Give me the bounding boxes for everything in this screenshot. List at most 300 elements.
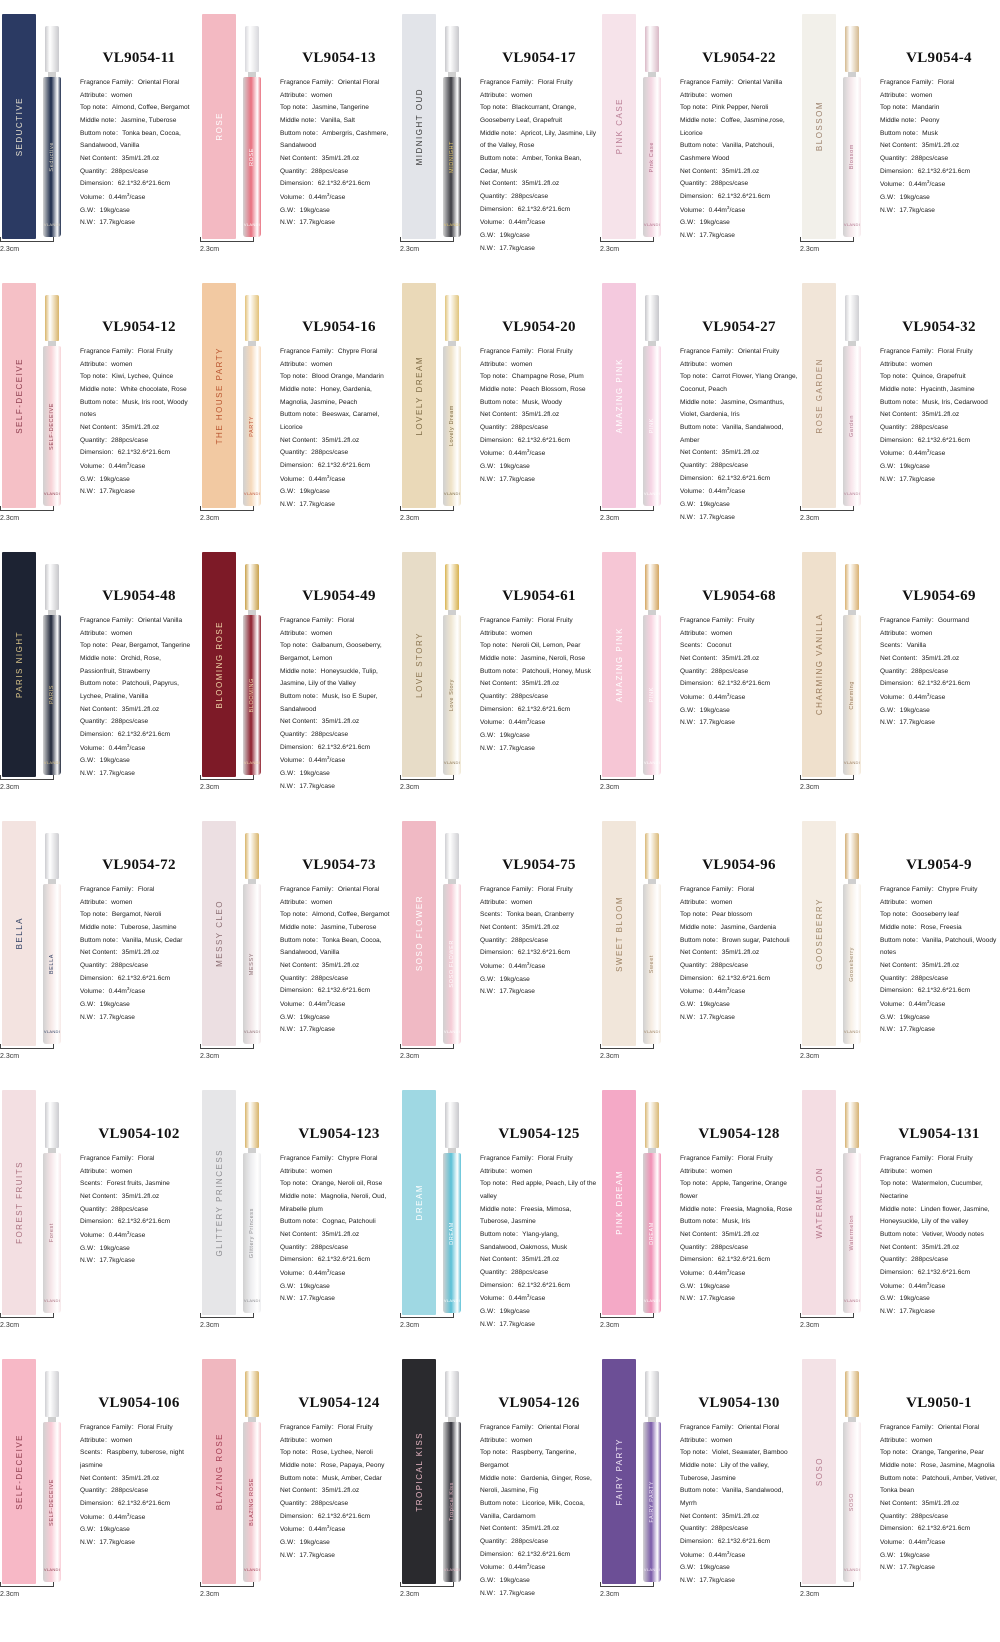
dimension-tick xyxy=(200,1313,254,1318)
product-image xyxy=(400,277,474,522)
dimension-label: 2.3cm xyxy=(400,246,420,253)
spec-attribute: Attribute：women xyxy=(480,1167,533,1175)
product-cell xyxy=(0,269,200,538)
bottle-cap xyxy=(245,1102,259,1148)
bottle-label: MESSY xyxy=(249,952,255,976)
product-cell xyxy=(400,1076,600,1345)
bottle-brand: VLANDI xyxy=(843,222,861,227)
bottle-cap xyxy=(45,1102,59,1148)
spec-scents: Scents：Tonka bean, Cranberry xyxy=(480,911,574,919)
product-info xyxy=(80,277,198,499)
spec-attribute: Attribute：women xyxy=(880,1436,933,1444)
dimension-tick xyxy=(600,237,654,242)
spec-volume: Volume：$0.44m^3$/case xyxy=(80,191,146,202)
package-box-label: BLOOMING ROSE xyxy=(214,620,224,709)
package-box xyxy=(402,14,436,239)
product-code: VL9054-4 xyxy=(906,50,972,66)
spec-dimension: Dimension：62.1*32.6*21.6cm xyxy=(680,1256,771,1264)
roller-bottle xyxy=(642,1102,662,1317)
product-image xyxy=(0,1084,74,1329)
bottle-label: Watermelon xyxy=(849,1215,855,1251)
product-code: VL9054-9 xyxy=(906,857,972,873)
product-info xyxy=(80,1353,198,1550)
spec-attribute: Attribute：women xyxy=(280,898,333,906)
spec-net-weight: N.W：17.7kg/case xyxy=(480,744,535,752)
spec-top-note: Top note：Gooseberry leaf xyxy=(880,911,959,919)
product-cell xyxy=(800,269,1000,538)
spec-net-weight: N.W：17.7kg/case xyxy=(280,1026,335,1034)
spec-fragrance-family: Fragrance Family：Chypre Fruity xyxy=(880,886,978,893)
product-image xyxy=(600,8,674,253)
spec-quantity: Quantity：288pcs/case xyxy=(880,1256,949,1264)
bottle-body xyxy=(843,1422,861,1582)
product-info xyxy=(80,815,198,1024)
roller-bottle xyxy=(42,295,62,510)
spec-volume: Volume：$0.44m^3$/case xyxy=(280,1267,346,1278)
bottle-cap xyxy=(245,295,259,341)
product-specs xyxy=(880,1153,998,1319)
spec-net-weight: N.W：17.7kg/case xyxy=(280,219,335,227)
dimension-tick xyxy=(400,775,454,780)
product-code: VL9054-16 xyxy=(302,319,376,335)
product-image xyxy=(400,8,474,253)
bottle-body xyxy=(843,1153,861,1313)
package-box-label: AMAZING PINK xyxy=(614,357,624,434)
roller-bottle xyxy=(642,26,662,241)
spec-gross-weight: G.W：19kg/case xyxy=(880,1295,930,1303)
roller-bottle xyxy=(242,1102,262,1317)
product-image xyxy=(200,1353,274,1598)
spec-fragrance-family: Fragrance Family：Oriental Floral xyxy=(80,79,180,86)
product-image xyxy=(200,1084,274,1329)
product-code: VL9054-124 xyxy=(298,1395,380,1411)
dimension-label: 2.3cm xyxy=(0,1053,20,1060)
bottle-body xyxy=(643,77,661,237)
bottle-brand: VLANDI xyxy=(43,491,61,496)
spec-quantity: Quantity：288pcs/case xyxy=(880,974,949,982)
product-code: VL9054-130 xyxy=(698,1395,780,1411)
bottle-body xyxy=(43,615,61,775)
spec-volume: Volume：$0.44m^3$/case xyxy=(280,473,346,483)
bottle-cap xyxy=(845,564,859,610)
spec-top-note: Top note：Mandarin xyxy=(880,104,940,112)
bottle-brand: VLANDI xyxy=(443,1298,461,1303)
product-specs xyxy=(680,1153,798,1306)
dimension-tick xyxy=(600,1044,654,1049)
product-image xyxy=(600,1084,674,1329)
spec-buttom-note: Buttom note：Ylang-ylang, Sandalwood, Oakmoss, Musk xyxy=(480,1230,568,1251)
spec-buttom-note: Buttom note：Tonka Bean, Cocoa, Sandalwood, Vanilla xyxy=(280,936,382,957)
bottle-label: SELF-DECEIVE xyxy=(49,1478,55,1526)
spec-net-weight: N.W：17.7kg/case xyxy=(80,1013,135,1021)
package-box-label: LOVELY DREAM xyxy=(414,355,424,436)
product-specs xyxy=(880,346,998,486)
spec-volume: Volume：$0.44m^3$/case xyxy=(280,755,346,765)
spec-net-weight: N.W：17.7kg/case xyxy=(80,219,135,227)
package-box-label: SOSO FLOWER xyxy=(414,895,424,972)
product-code: VL9054-12 xyxy=(102,319,176,335)
dimension-tick xyxy=(600,1582,654,1587)
product-info xyxy=(680,815,798,1024)
product-cell xyxy=(200,807,400,1076)
package-box-label: AMAZING PINK xyxy=(614,626,624,703)
spec-quantity: Quantity：288pcs/case xyxy=(280,1243,349,1251)
spec-net-content: Net Content：35ml/1.2fl.oz xyxy=(480,680,560,688)
spec-gross-weight: G.W：19kg/case xyxy=(880,463,930,471)
spec-net-content: Net Content：35ml/1.2fl.oz xyxy=(80,949,160,957)
spec-buttom-note: Buttom note：Licorice, Milk, Cocoa, Vanilla, Cardamom xyxy=(480,1499,585,1520)
roller-bottle xyxy=(442,26,462,241)
product-cell xyxy=(800,0,1000,269)
bottle-brand: VLANDI xyxy=(443,491,461,496)
bottle-cap xyxy=(445,1371,459,1417)
spec-top-note: Top note：Bergamot, Neroli xyxy=(80,911,162,919)
spec-attribute: Attribute：women xyxy=(80,91,133,99)
package-box xyxy=(802,821,836,1046)
spec-volume: Volume：$0.44m^3$/case xyxy=(480,717,546,727)
bottle-body xyxy=(243,884,261,1044)
dimension-tick xyxy=(800,506,854,511)
spec-quantity: Quantity：288pcs/case xyxy=(280,449,349,457)
product-image xyxy=(0,8,74,253)
roller-bottle xyxy=(42,564,62,779)
product-specs xyxy=(880,615,998,730)
bottle-cap xyxy=(845,1102,859,1148)
dimension-label: 2.3cm xyxy=(0,515,20,522)
spec-fragrance-family: Fragrance Family：Oriental Vanilla xyxy=(80,617,183,624)
spec-net-weight: N.W：17.7kg/case xyxy=(680,232,735,240)
spec-attribute: Attribute：women xyxy=(880,1167,933,1175)
product-image xyxy=(200,815,274,1060)
spec-volume: Volume：$0.44m^3$/case xyxy=(880,1280,946,1290)
product-row xyxy=(0,807,1000,1076)
product-code: VL9054-17 xyxy=(502,50,576,66)
product-cell xyxy=(400,807,600,1076)
product-cell xyxy=(600,1345,800,1614)
package-box-label: PINK DREAM xyxy=(614,1170,624,1235)
spec-middle-note: Middle note：Jasmine, Gardenia xyxy=(680,923,777,931)
spec-quantity: Quantity：288pcs/case xyxy=(680,180,749,188)
roller-bottle xyxy=(842,833,862,1048)
spec-attribute: Attribute：women xyxy=(280,91,333,99)
bottle-label: BLAZING ROSE xyxy=(249,1478,255,1526)
product-cell xyxy=(800,1345,1000,1614)
product-info xyxy=(880,1353,998,1575)
spec-gross-weight: G.W：19kg/case xyxy=(480,732,530,740)
spec-volume: Volume：$0.44m^3$/case xyxy=(280,1524,346,1534)
roller-bottle xyxy=(842,295,862,510)
spec-fragrance-family: Fragrance Family：Chypre Floral xyxy=(280,1155,378,1162)
dimension-label: 2.3cm xyxy=(600,1053,620,1060)
bottle-label: MIDNIGHT xyxy=(449,141,455,173)
product-cell xyxy=(400,1345,600,1614)
spec-dimension: Dimension：62.1*32.6*21.6cm xyxy=(880,1268,971,1276)
product-image xyxy=(600,277,674,522)
product-cell xyxy=(0,807,200,1076)
dimension-label: 2.3cm xyxy=(0,1322,20,1329)
package-box-label: ROSE xyxy=(214,112,224,141)
bottle-body xyxy=(43,1422,61,1582)
roller-bottle xyxy=(242,1371,262,1586)
spec-quantity: Quantity：288pcs/case xyxy=(280,1499,349,1507)
spec-net-content: Net Content：35ml/1.2fl.oz xyxy=(680,1230,760,1238)
bottle-label: Garden xyxy=(849,415,855,437)
spec-gross-weight: G.W：19kg/case xyxy=(80,206,130,214)
spec-middle-note: Middle note：Jasmine, Neroli, Rose xyxy=(480,654,586,662)
bottle-label: Blossom xyxy=(849,144,855,170)
dimension-label: 2.3cm xyxy=(400,515,420,522)
package-box xyxy=(402,283,436,508)
product-image xyxy=(800,815,874,1060)
product-image xyxy=(400,815,474,1060)
package-box-label: BELLA xyxy=(14,917,24,950)
spec-gross-weight: G.W：19kg/case xyxy=(480,975,530,983)
spec-dimension: Dimension：62.1*32.6*21.6cm xyxy=(480,1550,571,1558)
product-cell xyxy=(600,269,800,538)
dimension-tick xyxy=(200,237,254,242)
package-box xyxy=(2,1090,36,1315)
spec-attribute: Attribute：women xyxy=(480,91,533,99)
spec-dimension: Dimension：62.1*32.6*21.6cm xyxy=(480,705,571,713)
spec-dimension: Dimension：62.1*32.6*21.6cm xyxy=(880,987,971,995)
package-box xyxy=(602,1090,636,1315)
package-box-label: BLAZING ROSE xyxy=(214,1432,224,1511)
bottle-brand: VLANDI xyxy=(43,1567,61,1572)
spec-top-note: Top note：Rose, Lychee, Neroli xyxy=(280,1449,373,1457)
spec-volume: Volume：$0.44m^3$/case xyxy=(480,960,546,971)
dimension-tick xyxy=(200,1582,254,1587)
bottle-body xyxy=(243,77,261,237)
spec-middle-note: Middle note：Jasmine, Osmanthus, Violet, Gardenia, Iris xyxy=(680,398,785,419)
product-code: VL9054-106 xyxy=(98,1395,180,1411)
bottle-cap xyxy=(45,295,59,341)
dimension-tick xyxy=(600,506,654,511)
package-box xyxy=(202,1090,236,1315)
bottle-body xyxy=(443,77,461,237)
dimension-tick xyxy=(200,1044,254,1049)
bottle-brand: VLANDI xyxy=(243,1298,261,1303)
product-code: VL9054-128 xyxy=(698,1126,780,1142)
spec-attribute: Attribute：women xyxy=(880,360,933,368)
spec-gross-weight: G.W：19kg/case xyxy=(480,1577,530,1585)
product-specs xyxy=(480,1422,598,1600)
spec-net-content: Net Content：35ml/1.2fl.oz xyxy=(680,1512,760,1520)
bottle-body xyxy=(843,346,861,506)
spec-middle-note: Middle note：Rose, Jasmine, Magnolia xyxy=(880,1461,995,1469)
dimension-label: 2.3cm xyxy=(0,784,20,791)
spec-scents: Scents：Raspberry, tuberose, night jasmine xyxy=(80,1449,184,1469)
spec-net-content: Net Content：35ml/1.2fl.oz xyxy=(280,436,360,444)
spec-top-note: Top note：Blood Orange, Mandarin xyxy=(280,373,384,381)
spec-fragrance-family: Fragrance Family：Oriental Floral xyxy=(680,1424,780,1431)
dimension-tick xyxy=(200,775,254,780)
bottle-cap xyxy=(845,295,859,341)
dimension-label: 2.3cm xyxy=(200,1591,220,1598)
spec-gross-weight: G.W：19kg/case xyxy=(80,1526,130,1534)
bottle-body xyxy=(843,77,861,237)
spec-fragrance-family: Fragrance Family：Oriental Floral xyxy=(280,886,380,893)
spec-dimension: Dimension：62.1*32.6*21.6cm xyxy=(880,680,971,688)
bottle-cap xyxy=(445,1102,459,1148)
roller-bottle xyxy=(42,1102,62,1317)
spec-net-weight: N.W：17.7kg/case xyxy=(680,1013,735,1021)
spec-gross-weight: G.W：19kg/case xyxy=(80,757,130,765)
product-code: VL9054-125 xyxy=(498,1126,580,1142)
spec-net-weight: N.W：17.7kg/case xyxy=(280,782,335,790)
package-box-label: PARIS NIGHT xyxy=(14,630,24,699)
spec-quantity: Quantity：288pcs/case xyxy=(680,667,749,675)
package-box xyxy=(602,283,636,508)
spec-buttom-note: Buttom note：Vetiver, Woody notes xyxy=(880,1230,984,1238)
product-cell xyxy=(400,538,600,807)
dimension-label: 2.3cm xyxy=(0,246,20,253)
spec-middle-note: Middle note：Hyacinth, Jasmine xyxy=(880,385,975,393)
bottle-body xyxy=(643,884,661,1044)
dimension-label: 2.3cm xyxy=(400,1053,420,1060)
bottle-body xyxy=(243,615,261,775)
dimension-tick xyxy=(400,506,454,511)
spec-top-note: Top note：Orange, Neroli oil, Rose xyxy=(280,1180,383,1188)
dimension-tick xyxy=(800,1044,854,1049)
spec-volume: Volume：$0.44m^3$/case xyxy=(80,742,146,752)
spec-net-weight: N.W：17.7kg/case xyxy=(880,1026,935,1034)
product-specs xyxy=(280,1422,398,1562)
spec-dimension: Dimension：62.1*32.6*21.6cm xyxy=(80,974,171,982)
product-specs xyxy=(80,884,198,1024)
product-info xyxy=(480,1353,598,1600)
package-box xyxy=(602,552,636,777)
spec-middle-note: Middle note：Honeysuckle, Tulip, Jasmine, Lily of the Valley xyxy=(280,667,378,688)
spec-dimension: Dimension：62.1*32.6*21.6cm xyxy=(280,743,371,751)
bottle-label: ROSE xyxy=(249,148,255,166)
spec-attribute: Attribute：women xyxy=(680,1167,733,1175)
bottle-label: Glittery Princess xyxy=(249,1207,255,1259)
spec-middle-note: Middle note：Peach Blossom, Rose xyxy=(480,385,586,393)
spec-volume: Volume：$0.44m^3$/case xyxy=(880,691,946,702)
spec-buttom-note: Buttom note：Vanilla, Patchouli, Woody notes xyxy=(880,936,997,957)
product-info xyxy=(80,1084,198,1268)
spec-middle-note: Middle note：Rose, Freesia xyxy=(880,923,962,931)
product-cell xyxy=(800,1076,1000,1345)
spec-net-content: Net Content：35ml/1.2fl.oz xyxy=(280,718,360,726)
dimension-label: 2.3cm xyxy=(400,1591,420,1598)
product-info xyxy=(280,277,398,512)
product-code: VL9054-123 xyxy=(298,1126,380,1142)
bottle-brand: VLANDI xyxy=(643,1029,661,1034)
spec-gross-weight: G.W：19kg/case xyxy=(880,706,930,714)
product-code: VL9054-131 xyxy=(898,1126,980,1142)
spec-gross-weight: G.W：19kg/case xyxy=(880,1013,930,1021)
spec-attribute: Attribute：women xyxy=(480,1436,533,1444)
bottle-brand: VLANDI xyxy=(643,491,661,496)
spec-dimension: Dimension：62.1*32.6*21.6cm xyxy=(280,1512,371,1520)
dimension-label: 2.3cm xyxy=(200,515,220,522)
spec-net-weight: N.W：17.7kg/case xyxy=(80,1539,135,1547)
bottle-brand: VLANDI xyxy=(643,222,661,227)
spec-attribute: Attribute：women xyxy=(280,1436,333,1444)
spec-top-note: Top note：Champagne Rose, Plum xyxy=(480,373,584,381)
product-image xyxy=(200,546,274,791)
product-info xyxy=(680,277,798,524)
spec-gross-weight: G.W：19kg/case xyxy=(880,194,930,202)
spec-dimension: Dimension：62.1*32.6*21.6cm xyxy=(480,1281,571,1289)
spec-top-note: Top note：Red apple, Peach, Lily of the valley xyxy=(480,1180,597,1200)
spec-fragrance-family: Fragrance Family：Oriental Vanilla xyxy=(680,79,783,86)
package-box-label: SEDUCTIVE xyxy=(14,96,24,157)
spec-top-note: Top note：Almond, Coffee, Bergamot xyxy=(80,104,190,112)
spec-net-weight: N.W：17.7kg/case xyxy=(480,988,535,996)
spec-gross-weight: G.W：19kg/case xyxy=(80,475,130,483)
spec-quantity: Quantity：288pcs/case xyxy=(880,667,949,675)
spec-quantity: Quantity：288pcs/case xyxy=(680,461,749,469)
dimension-label: 2.3cm xyxy=(200,1053,220,1060)
spec-middle-note: Middle note：Linden flower, Jasmine, Honeysuckle, Lily of the valley xyxy=(880,1205,990,1226)
spec-net-content: Net Content：35ml/1.2fl.oz xyxy=(80,1192,160,1200)
bottle-label: Charming xyxy=(849,680,855,710)
roller-bottle xyxy=(42,833,62,1048)
product-info xyxy=(80,546,198,781)
spec-quantity: Quantity：288pcs/case xyxy=(480,1537,549,1545)
dimension-label: 2.3cm xyxy=(600,246,620,253)
product-info xyxy=(80,8,198,230)
spec-net-weight: N.W：17.7kg/case xyxy=(680,1295,735,1303)
bottle-body xyxy=(43,1153,61,1313)
spec-middle-note: Middle note：Freesia, Magnolia, Rose xyxy=(680,1205,793,1213)
spec-scents: Scents：Vanilla xyxy=(880,642,927,650)
dimension-tick xyxy=(0,1582,54,1587)
spec-dimension: Dimension：62.1*32.6*21.6cm xyxy=(480,205,571,213)
bottle-brand: VLANDI xyxy=(843,491,861,496)
spec-quantity: Quantity：288pcs/case xyxy=(880,154,949,162)
spec-net-weight: N.W：17.7kg/case xyxy=(680,1577,735,1585)
product-row xyxy=(0,269,1000,538)
spec-attribute: Attribute：women xyxy=(480,360,533,368)
dimension-label: 2.3cm xyxy=(200,246,220,253)
dimension-label: 2.3cm xyxy=(600,515,620,522)
spec-quantity: Quantity：288pcs/case xyxy=(80,167,149,175)
package-box-label: DREAM xyxy=(414,1184,424,1221)
bottle-cap xyxy=(45,26,59,72)
bottle-body xyxy=(643,346,661,506)
bottle-cap xyxy=(645,1102,659,1148)
spec-net-content: Net Content：35ml/1.2fl.oz xyxy=(80,1474,160,1482)
package-box xyxy=(402,1359,436,1584)
spec-quantity: Quantity：288pcs/case xyxy=(80,718,149,726)
bottle-cap xyxy=(245,564,259,610)
product-cell xyxy=(800,807,1000,1076)
bottle-brand: VLANDI xyxy=(843,1029,861,1034)
spec-volume: Volume：$0.44m^3$/case xyxy=(680,486,746,496)
spec-net-weight: N.W：17.7kg/case xyxy=(80,488,135,496)
dimension-tick xyxy=(600,1313,654,1318)
package-box xyxy=(802,1359,836,1584)
product-image xyxy=(600,546,674,791)
spec-middle-note: Middle note：Freesia, Mimosa, Tuberose, Jasmine xyxy=(480,1205,572,1226)
product-row xyxy=(0,1345,1000,1614)
spec-buttom-note: Buttom note：Musk xyxy=(880,129,938,137)
spec-middle-note: Middle note：Orchid, Rose, Passionfruit, Strawberry xyxy=(80,654,161,675)
spec-volume: Volume：$0.44m^3$/case xyxy=(880,1536,946,1547)
package-box xyxy=(402,1090,436,1315)
bottle-label: Forest xyxy=(49,1223,55,1243)
spec-top-note: Top note：Violet, Seawater, Bamboo xyxy=(680,1449,788,1457)
package-box xyxy=(802,1090,836,1315)
spec-net-weight: N.W：17.7kg/case xyxy=(680,719,735,727)
spec-gross-weight: G.W：19kg/case xyxy=(280,1539,330,1547)
bottle-cap xyxy=(445,26,459,72)
roller-bottle xyxy=(642,1371,662,1586)
spec-middle-note: Middle note：Apricot, Lily, Jasmine, Lily of the Valley, Rose xyxy=(480,129,597,150)
